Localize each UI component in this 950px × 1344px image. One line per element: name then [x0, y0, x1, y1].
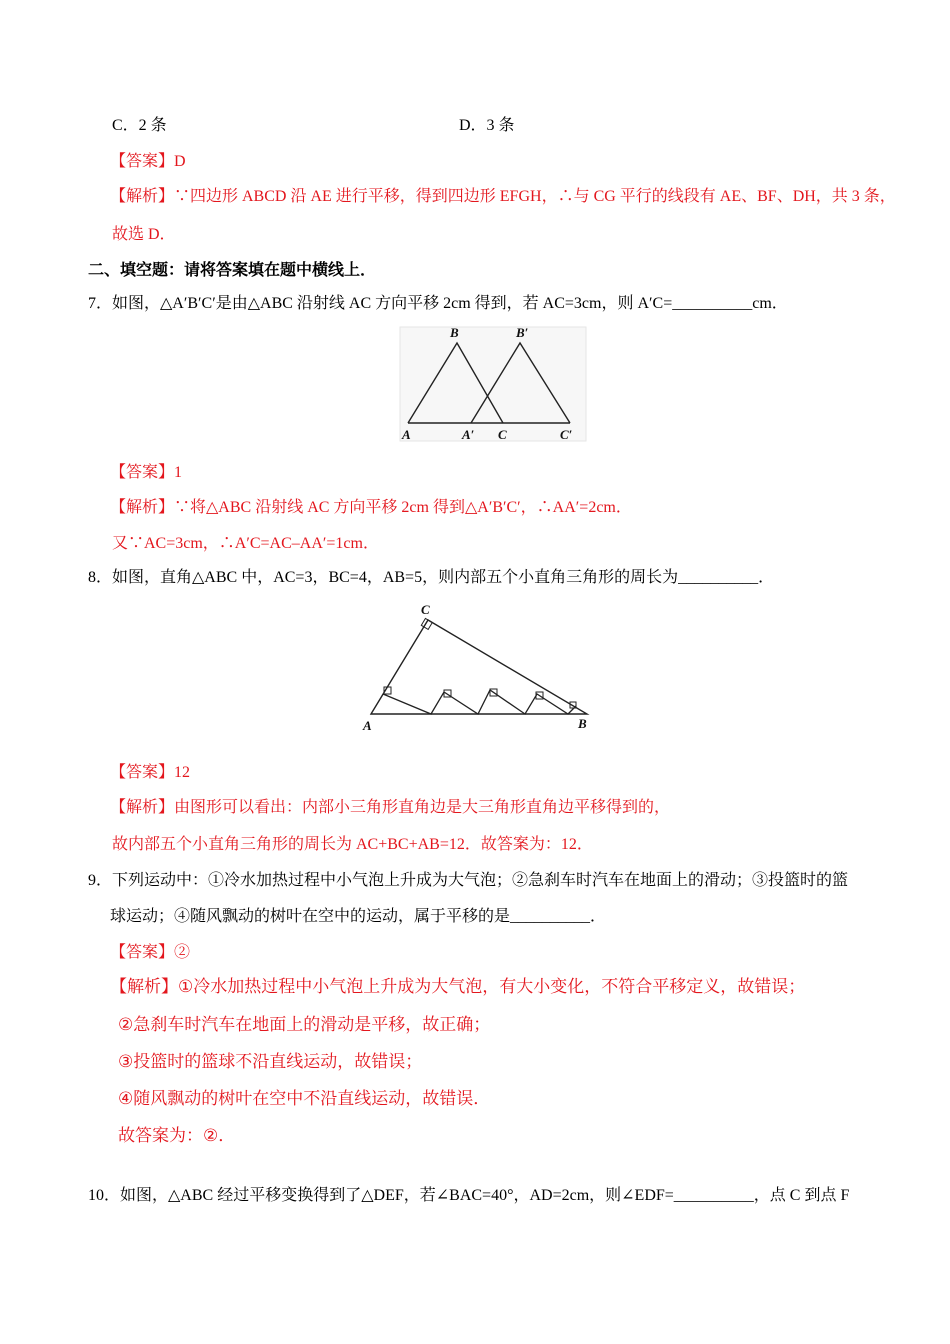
q9-analysis-line2: ②急刹车时汽车在地面上的滑动是平移，故正确；	[118, 1015, 491, 1035]
q9-analysis-line3: ③投篮时的篮球不沿直线运动，故错误；	[118, 1052, 423, 1072]
q8-answer: 【答案】12	[110, 764, 191, 781]
q9-answer: 【答案】②	[110, 944, 191, 961]
q8-label-c: C	[421, 602, 430, 617]
q9-analysis-line5: 故答案为：②．	[118, 1126, 236, 1146]
q6-option-d: D．3 条	[459, 117, 515, 134]
q8-figure	[355, 600, 595, 736]
q9-stem-line1: 9．下列运动中：①冷水加热过程中小气泡上升成为大气泡；②急刹车时汽车在地面上的滑动；③投篮时的篮	[88, 872, 849, 889]
q7-answer: 【答案】1	[110, 464, 183, 481]
q9-stem-line2: 球运动；④随风飘动的树叶在空中的运动，属于平移的是__________．	[110, 908, 607, 925]
q7-label-c-prime: C′	[560, 427, 573, 442]
q8-analysis-line2: 故内部五个小直角三角形的周长为 AC+BC+AB=12．故答案为：12．	[112, 836, 593, 853]
section-heading: 二、填空题：请将答案填在题中横线上．	[88, 262, 377, 279]
q7-label-a-prime: A′	[462, 427, 475, 442]
q7-stem: 7．如图，△A′B′C′是由△ABC 沿射线 AC 方向平移 2cm 得到，若 AC=3cm，则 A′C=__________cm．	[88, 295, 788, 312]
q8-label-a: A	[363, 718, 372, 733]
q7-label-a: A	[402, 427, 411, 442]
q7-label-b-prime: B′	[516, 325, 529, 340]
q8-analysis-line1: 【解析】由图形可以看出：内部小三角形直角边是大三角形直角边平移得到的，	[110, 799, 671, 816]
q9-analysis-line1: 【解析】①冷水加热过程中小气泡上升成为大气泡，有大小变化，不符合平移定义，故错误；	[110, 977, 806, 997]
q10-stem: 10．如图，△ABC 经过平移变换得到了△DEF，若∠BAC=40°，AD=2cm，则∠EDF=__________，点 C 到点 F	[88, 1187, 850, 1204]
q6-option-c: C．2 条	[112, 117, 167, 134]
q7-label-b: B	[450, 325, 459, 340]
q8-label-b: B	[578, 716, 587, 731]
q6-analysis-line1: 【解析】∵四边形 ABCD 沿 AE 进行平移，得到四边形 EFGH，∴与 CG 平行的线段有 AE、BF、DH，共 3 条，	[110, 188, 896, 205]
q7-analysis-line2: 又∵AC=3cm，∴A′C=AC–AA′=1cm．	[112, 535, 379, 552]
q6-analysis-line2: 故选 D．	[112, 226, 176, 243]
q9-analysis-line4: ④随风飘动的树叶在空中不沿直线运动，故错误．	[118, 1089, 491, 1109]
q8-stem: 8．如图，直角△ABC 中，AC=3，BC=4，AB=5，则内部五个小直角三角形的周长为__________．	[88, 569, 775, 586]
q7-label-c: C	[498, 427, 507, 442]
q6-answer: 【答案】D	[110, 153, 186, 170]
q7-analysis-line1: 【解析】∵将△ABC 沿射线 AC 方向平移 2cm 得到△A′B′C′，∴AA′=2cm．	[110, 499, 632, 516]
q7-figure	[398, 325, 588, 443]
